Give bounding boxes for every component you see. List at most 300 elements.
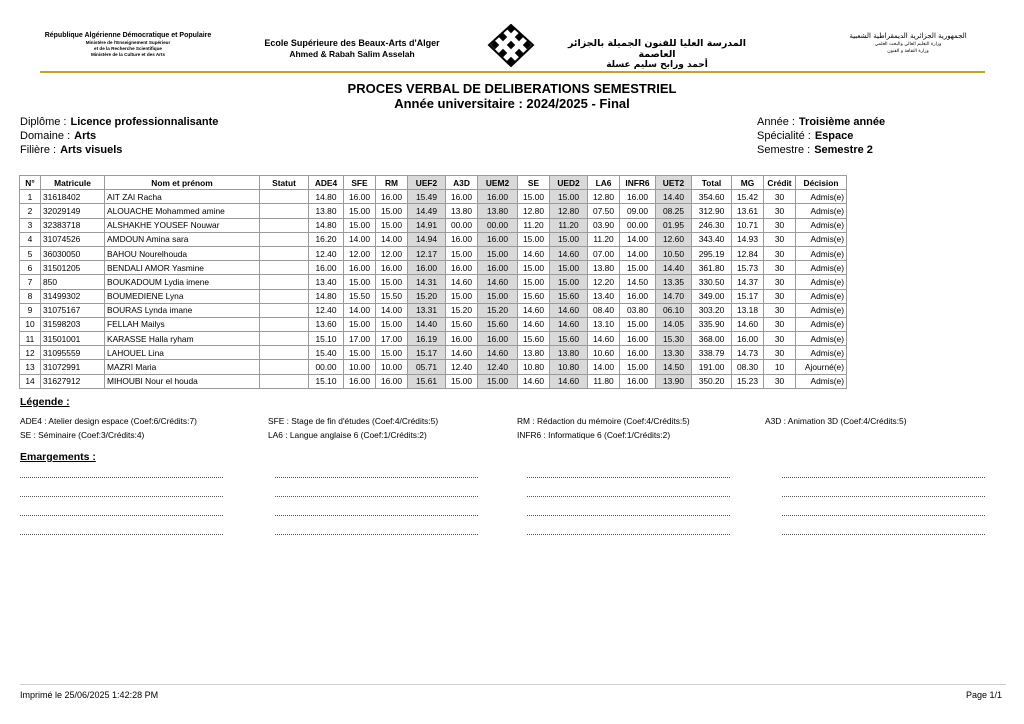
table-cell: 32383718 — [41, 218, 105, 232]
table-cell: 14.60 — [550, 303, 588, 317]
table-cell: 15.61 — [408, 374, 446, 388]
table-cell — [260, 218, 309, 232]
signature-line — [782, 477, 985, 478]
table-cell: 14.60 — [550, 317, 588, 331]
table-cell: 13.30 — [656, 346, 692, 360]
table-cell: 13.35 — [656, 275, 692, 289]
table-cell: 361.80 — [692, 261, 732, 275]
table-cell: 15.60 — [550, 332, 588, 346]
table-cell: 14.00 — [376, 303, 408, 317]
table-cell: 15.00 — [550, 275, 588, 289]
table-cell — [260, 332, 309, 346]
table-cell: 03.80 — [620, 303, 656, 317]
table-row — [20, 204, 847, 218]
table-cell: 14.00 — [344, 303, 376, 317]
table-cell: 15.00 — [376, 317, 408, 331]
table-cell: 30 — [764, 204, 796, 218]
table-cell — [260, 261, 309, 275]
signature-line — [782, 496, 985, 497]
table-cell: 17.00 — [376, 332, 408, 346]
column-header: UET2 — [656, 176, 692, 190]
table-row — [20, 218, 847, 232]
table-cell: 16.00 — [478, 332, 518, 346]
table-cell: 13.40 — [588, 289, 620, 303]
table-cell: 14.00 — [588, 360, 620, 374]
table-cell: 30 — [764, 218, 796, 232]
table-cell: 16.00 — [620, 332, 656, 346]
school-name-fr-line2: Ahmed & Rabah Salim Asselah — [289, 49, 415, 59]
table-cell — [260, 289, 309, 303]
table-cell: ALOUACHE Mohammed amine — [105, 204, 260, 218]
table-cell: 14.40 — [656, 261, 692, 275]
signature-line — [782, 515, 985, 516]
legend-ade4: ADE4 : Atelier design espace (Coef:6/Crédits:7) — [20, 416, 197, 426]
column-header: Crédit — [764, 176, 796, 190]
signature-line — [20, 496, 223, 497]
table-cell: AMDOUN Amina sara — [105, 232, 260, 246]
table-cell: 15.00 — [620, 360, 656, 374]
column-header: LA6 — [588, 176, 620, 190]
table-cell: Admis(e) — [796, 374, 847, 388]
table-cell: 16.00 — [344, 261, 376, 275]
table-cell: 30 — [764, 275, 796, 289]
table-cell: 15.00 — [344, 275, 376, 289]
column-header: RM — [376, 176, 408, 190]
column-header: SFE — [344, 176, 376, 190]
table-cell: 30 — [764, 246, 796, 260]
table-cell: 15.00 — [446, 246, 478, 260]
table-header-row — [20, 176, 847, 190]
table-cell: KARASSE Halla ryham — [105, 332, 260, 346]
table-row — [20, 303, 847, 317]
table-cell: 15.20 — [408, 289, 446, 303]
table-cell: BOUKADOUM Lydia imene — [105, 275, 260, 289]
table-cell: 16.00 — [478, 232, 518, 246]
table-cell: BENDALI AMOR Yasmine — [105, 261, 260, 275]
table-cell: 14.60 — [478, 275, 518, 289]
column-header: A3D — [446, 176, 478, 190]
table-cell: 13.61 — [732, 204, 764, 218]
table-cell: 9 — [20, 303, 41, 317]
table-cell: 14.80 — [309, 190, 344, 204]
table-cell — [260, 317, 309, 331]
table-cell: 16.00 — [376, 374, 408, 388]
table-cell: 16.00 — [408, 261, 446, 275]
table-cell: 15.00 — [344, 346, 376, 360]
table-cell: 338.79 — [692, 346, 732, 360]
table-cell: 15.00 — [478, 374, 518, 388]
table-cell — [260, 360, 309, 374]
domaine-value: Arts — [74, 130, 97, 142]
table-cell: 14.00 — [376, 232, 408, 246]
table-cell: 15.00 — [518, 190, 550, 204]
table-cell: 15.30 — [656, 332, 692, 346]
republic-name: République Algérienne Démocratique et Populaire — [44, 32, 212, 39]
table-cell: Admis(e) — [796, 190, 847, 204]
table-cell: 343.40 — [692, 232, 732, 246]
table-cell: 14.37 — [732, 275, 764, 289]
table-cell: 13.80 — [588, 261, 620, 275]
specialite-row — [757, 129, 885, 143]
table-cell: 13.80 — [478, 204, 518, 218]
table-cell: 36030050 — [41, 246, 105, 260]
table-cell: 14.91 — [408, 218, 446, 232]
table-row — [20, 332, 847, 346]
table-cell: 14.60 — [550, 374, 588, 388]
table-cell: 15.00 — [446, 289, 478, 303]
school-logo-icon — [486, 24, 536, 68]
legend-title: Légende : — [20, 396, 70, 408]
table-cell: Ajourné(e) — [796, 360, 847, 374]
table-cell: 14.80 — [309, 218, 344, 232]
table-cell: 15.50 — [344, 289, 376, 303]
table-cell: 13.80 — [550, 346, 588, 360]
table-cell — [260, 374, 309, 388]
table-cell: 31499302 — [41, 289, 105, 303]
table-cell: 16.00 — [344, 374, 376, 388]
table-cell: 10.00 — [344, 360, 376, 374]
table-cell: 11.80 — [588, 374, 620, 388]
column-header: UEF2 — [408, 176, 446, 190]
signature-line — [20, 534, 223, 535]
table-cell: 31501205 — [41, 261, 105, 275]
table-cell: 15.00 — [344, 317, 376, 331]
column-header: Total — [692, 176, 732, 190]
table-cell: ALSHAKHE YOUSEF Nouwar — [105, 218, 260, 232]
column-header: ADE4 — [309, 176, 344, 190]
table-cell: Admis(e) — [796, 218, 847, 232]
table-cell: 12 — [20, 346, 41, 360]
diplome-row — [20, 115, 218, 129]
table-cell: 246.30 — [692, 218, 732, 232]
diplome-value: Licence professionnalisante — [70, 116, 219, 128]
table-cell: 16.00 — [376, 261, 408, 275]
table-row — [20, 317, 847, 331]
table-cell: 16.00 — [620, 190, 656, 204]
annee-row — [757, 115, 885, 129]
signature-line — [527, 534, 730, 535]
table-cell: 850 — [41, 275, 105, 289]
table-cell: 14.80 — [309, 289, 344, 303]
ministry-culture-ar: وزارة الثقافة و الفنون — [887, 49, 929, 54]
signature-line — [20, 515, 223, 516]
table-cell: 16.00 — [376, 190, 408, 204]
table-cell: 15.73 — [732, 261, 764, 275]
table-cell: 12.40 — [309, 303, 344, 317]
table-cell: 14.70 — [656, 289, 692, 303]
column-header: MG — [732, 176, 764, 190]
legend-la6: LA6 : Langue anglaise 6 (Coef:1/Crédits:2) — [268, 430, 427, 440]
table-row — [20, 261, 847, 275]
table-cell: 15.00 — [620, 317, 656, 331]
legend-a3d: A3D : Animation 3D (Coef:4/Crédits:5) — [765, 416, 907, 426]
table-cell: 31075167 — [41, 303, 105, 317]
table-cell: 191.00 — [692, 360, 732, 374]
table-cell: 16.00 — [446, 190, 478, 204]
table-cell: 10.60 — [588, 346, 620, 360]
table-cell: 12.84 — [732, 246, 764, 260]
table-cell: MIHOUBI Nour el houda — [105, 374, 260, 388]
document-subtitle: Année universitaire : 2024/2025 - Final — [394, 96, 630, 111]
table-cell: 15.50 — [376, 289, 408, 303]
table-cell: 13.80 — [309, 204, 344, 218]
table-cell: 12.60 — [656, 232, 692, 246]
table-cell: 13 — [20, 360, 41, 374]
table-cell: 30 — [764, 232, 796, 246]
table-cell: 14.60 — [588, 332, 620, 346]
table-cell: 14.50 — [620, 275, 656, 289]
table-cell: 16.00 — [309, 261, 344, 275]
semestre-row — [757, 143, 885, 157]
table-cell: 16.00 — [446, 332, 478, 346]
table-cell: BOURAS Lynda imane — [105, 303, 260, 317]
table-cell: 00.00 — [309, 360, 344, 374]
table-cell: LAHOUEL Lina — [105, 346, 260, 360]
table-cell: 15.17 — [408, 346, 446, 360]
table-cell: 14.05 — [656, 317, 692, 331]
page-number: Page 1/1 — [965, 690, 1002, 700]
grades-table-wrapper — [19, 175, 847, 389]
table-cell: 31074526 — [41, 232, 105, 246]
table-cell: 3 — [20, 218, 41, 232]
table-cell: 16.20 — [309, 232, 344, 246]
table-cell: 12.17 — [408, 246, 446, 260]
table-cell: 14.73 — [732, 346, 764, 360]
table-cell: 15.00 — [376, 204, 408, 218]
semestre-label: Semestre : — [757, 144, 811, 156]
table-cell: 14.60 — [478, 346, 518, 360]
legend-rm: RM : Rédaction du mémoire (Coef:4/Crédits:5) — [517, 416, 690, 426]
table-cell: 12.00 — [376, 246, 408, 260]
table-cell: 15.00 — [550, 190, 588, 204]
table-cell: BAHOU Nourelhouda — [105, 246, 260, 260]
table-cell: 14.00 — [620, 246, 656, 260]
emargements-title: Emargements : — [20, 451, 96, 463]
table-cell: FELLAH Mailys — [105, 317, 260, 331]
table-cell: 2 — [20, 204, 41, 218]
table-cell: 16.00 — [478, 261, 518, 275]
ministry-higher-education: Ministère de l'Enseignement Supérieur — [85, 40, 171, 45]
table-cell: 15.00 — [518, 275, 550, 289]
table-cell: 15.00 — [376, 346, 408, 360]
legend-infr6: INFR6 : Informatique 6 (Coef:1/Crédits:2) — [517, 430, 671, 440]
table-cell: 32029149 — [41, 204, 105, 218]
table-cell: 15.00 — [344, 218, 376, 232]
table-cell: 31618402 — [41, 190, 105, 204]
table-cell: 8 — [20, 289, 41, 303]
table-cell: 00.00 — [620, 218, 656, 232]
table-cell: 11.20 — [588, 232, 620, 246]
table-cell: 14.60 — [446, 275, 478, 289]
table-cell: 05.71 — [408, 360, 446, 374]
table-cell: 06.10 — [656, 303, 692, 317]
republic-block-ar — [828, 31, 988, 55]
table-cell: 15.60 — [518, 289, 550, 303]
table-cell: 15.20 — [446, 303, 478, 317]
table-cell: 01.95 — [656, 218, 692, 232]
table-cell: 13.10 — [588, 317, 620, 331]
annee-label: Année : — [757, 116, 795, 128]
table-cell: 31627912 — [41, 374, 105, 388]
program-info — [20, 115, 218, 157]
table-cell: 00.00 — [478, 218, 518, 232]
table-row — [20, 232, 847, 246]
table-cell: 03.90 — [588, 218, 620, 232]
table-cell: 14.60 — [518, 246, 550, 260]
table-cell — [260, 275, 309, 289]
table-cell: 12.00 — [344, 246, 376, 260]
table-cell: Admis(e) — [796, 275, 847, 289]
table-cell: 11 — [20, 332, 41, 346]
table-cell: 12.20 — [588, 275, 620, 289]
table-cell: 14.31 — [408, 275, 446, 289]
table-cell: 15.00 — [550, 261, 588, 275]
table-cell: 30 — [764, 374, 796, 388]
table-cell: 15.00 — [518, 232, 550, 246]
table-cell: 14.60 — [732, 317, 764, 331]
table-cell: 335.90 — [692, 317, 732, 331]
table-cell: 4 — [20, 232, 41, 246]
table-cell: 14.60 — [518, 374, 550, 388]
table-cell: 15.00 — [478, 246, 518, 260]
column-header: SE — [518, 176, 550, 190]
domaine-row — [20, 129, 218, 143]
table-cell: 303.20 — [692, 303, 732, 317]
table-cell: 31095559 — [41, 346, 105, 360]
table-row — [20, 346, 847, 360]
table-cell: Admis(e) — [796, 232, 847, 246]
table-cell: 12.80 — [588, 190, 620, 204]
column-header: Décision — [796, 176, 847, 190]
column-header: Statut — [260, 176, 309, 190]
table-row — [20, 246, 847, 260]
table-cell: 312.90 — [692, 204, 732, 218]
school-name-fr-line1: Ecole Supérieure des Beaux-Arts d'Alger — [264, 38, 440, 48]
ministry-research: et de la Recherche Scientifique — [94, 46, 162, 51]
table-cell: 09.00 — [620, 204, 656, 218]
table-cell: 30 — [764, 289, 796, 303]
column-header: Matricule — [41, 176, 105, 190]
school-name-fr — [250, 38, 454, 60]
school-name-ar-line2: أحمد ورابح سليم عسلة — [606, 60, 708, 70]
table-cell: Admis(e) — [796, 317, 847, 331]
table-cell: 30 — [764, 346, 796, 360]
table-cell: 13.60 — [309, 317, 344, 331]
print-timestamp: Imprimé le 25/06/2025 1:42:28 PM — [20, 690, 159, 700]
table-cell: 16.00 — [446, 232, 478, 246]
filiere-value: Arts visuels — [60, 144, 123, 156]
table-cell — [260, 232, 309, 246]
table-cell: 330.50 — [692, 275, 732, 289]
table-cell: 30 — [764, 332, 796, 346]
table-cell: 15.00 — [478, 289, 518, 303]
table-cell: 11.20 — [550, 218, 588, 232]
header-divider — [40, 71, 985, 73]
table-cell: 30 — [764, 317, 796, 331]
domaine-label: Domaine : — [20, 130, 71, 142]
table-cell: 14.60 — [518, 303, 550, 317]
table-cell — [260, 246, 309, 260]
table-cell: BOUMEDIENE Lyna — [105, 289, 260, 303]
table-cell: 14.94 — [408, 232, 446, 246]
table-cell: 15.00 — [376, 275, 408, 289]
table-cell: 10.00 — [376, 360, 408, 374]
table-cell: 6 — [20, 261, 41, 275]
table-cell: 12.40 — [446, 360, 478, 374]
table-cell: AIT ZAI Racha — [105, 190, 260, 204]
table-cell: 31072991 — [41, 360, 105, 374]
table-cell: 16.19 — [408, 332, 446, 346]
grades-table — [19, 175, 847, 389]
table-cell: 14.00 — [344, 232, 376, 246]
signature-line — [275, 534, 478, 535]
signature-line — [527, 515, 730, 516]
table-cell: 16.00 — [620, 289, 656, 303]
table-row — [20, 190, 847, 204]
signature-line — [275, 515, 478, 516]
table-cell — [260, 204, 309, 218]
table-cell: 11.20 — [518, 218, 550, 232]
table-row — [20, 275, 847, 289]
table-cell: 07.50 — [588, 204, 620, 218]
table-cell: Admis(e) — [796, 204, 847, 218]
table-cell: 14.60 — [446, 346, 478, 360]
filiere-row — [20, 143, 218, 157]
table-cell: 14.60 — [518, 317, 550, 331]
table-cell: 13.80 — [518, 346, 550, 360]
table-cell: 15.00 — [620, 261, 656, 275]
table-cell: 13.90 — [656, 374, 692, 388]
column-header: INFR6 — [620, 176, 656, 190]
semestre-value: Semestre 2 — [814, 144, 873, 156]
table-row — [20, 360, 847, 374]
table-cell: 00.00 — [446, 218, 478, 232]
school-name-ar — [562, 38, 752, 71]
table-cell: 15.60 — [518, 332, 550, 346]
table-cell: 08.30 — [732, 360, 764, 374]
table-cell: MAZRI Maria — [105, 360, 260, 374]
table-cell: 15.20 — [478, 303, 518, 317]
column-header: UED2 — [550, 176, 588, 190]
document-title: PROCES VERBAL DE DELIBERATIONS SEMESTRIEL — [347, 81, 677, 96]
table-cell — [260, 346, 309, 360]
legend-se: SE : Séminaire (Coef:3/Crédits:4) — [20, 430, 145, 440]
table-cell: 15.10 — [309, 374, 344, 388]
table-cell: 13.18 — [732, 303, 764, 317]
legend-sfe: SFE : Stage de fin d'études (Coef:4/Crédits:5) — [268, 416, 439, 426]
table-cell: 15.42 — [732, 190, 764, 204]
table-cell: Admis(e) — [796, 289, 847, 303]
table-cell: 15.00 — [446, 374, 478, 388]
table-cell: Admis(e) — [796, 332, 847, 346]
table-cell: 14.49 — [408, 204, 446, 218]
signature-line — [20, 477, 223, 478]
table-cell: 08.40 — [588, 303, 620, 317]
table-cell: 15.60 — [550, 289, 588, 303]
table-cell: 31501001 — [41, 332, 105, 346]
table-cell: 14.93 — [732, 232, 764, 246]
table-cell: 10.71 — [732, 218, 764, 232]
table-cell: 31598203 — [41, 317, 105, 331]
table-cell: 10 — [20, 317, 41, 331]
table-cell: 12.80 — [518, 204, 550, 218]
table-cell — [260, 190, 309, 204]
table-cell: 13.40 — [309, 275, 344, 289]
column-header: UEM2 — [478, 176, 518, 190]
table-cell — [260, 303, 309, 317]
table-cell: 16.00 — [620, 374, 656, 388]
footer-divider — [20, 684, 1006, 685]
